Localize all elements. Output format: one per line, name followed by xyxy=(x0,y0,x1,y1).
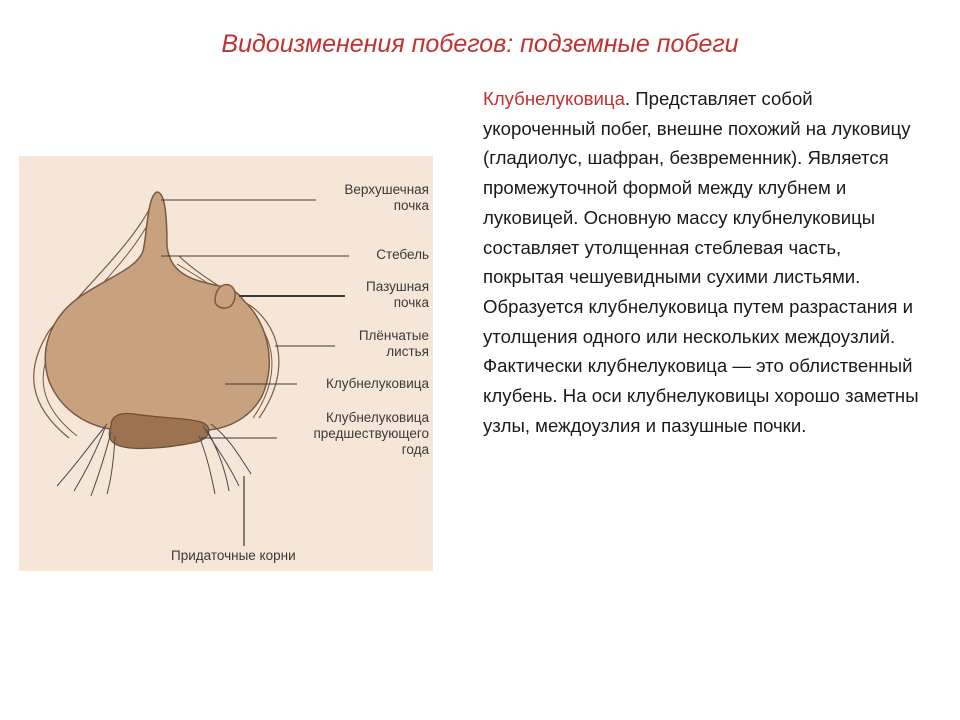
corm-illustration xyxy=(19,156,433,571)
label-adventitious-roots xyxy=(171,548,296,564)
corm-body xyxy=(45,192,269,430)
description-body: . Представляет собой укороченный побег, внешне похожий на луковицу (гладиолус, шафран, безвременник). Является промежуточной формой между клубнем и луковицей. Основную массу клубнелуковицы составляет утолщенная стеблевая часть, покрытая чешуевидными сухими листьями. Образуется клубнелуковица путем разрастания и утолщения одного или нескольких междоузлий. Фактически клубнелуковица — это облиственный клубень. На оси клубнелуковицы хорошо заметны узлы, междоузлия и пазушные почки. xyxy=(483,88,919,436)
slide-title: Видоизменения побегов: подземные побеги xyxy=(221,30,739,58)
label-previous-corm-line3: года xyxy=(401,442,429,457)
label-corm xyxy=(326,376,429,392)
label-stem xyxy=(376,247,429,263)
label-apical-bud-line2: почка xyxy=(393,198,429,213)
label-previous-corm-line1: Клубнелуковица xyxy=(325,410,429,425)
label-previous-corm xyxy=(313,410,429,458)
label-scale-leaves-line1: Плёнчатые xyxy=(358,328,429,343)
description-text xyxy=(483,84,923,440)
label-scale-leaves xyxy=(359,328,429,360)
label-axillary-bud-line2: почка xyxy=(393,295,429,310)
label-axillary-bud xyxy=(366,279,429,311)
label-stem-line1: Стебель xyxy=(376,247,429,262)
label-apical-bud xyxy=(344,182,429,214)
corm-diagram xyxy=(19,156,433,571)
label-adventitious-roots-line1: Придаточные корни xyxy=(171,548,296,563)
label-corm-line1: Клубнелуковица xyxy=(325,376,429,391)
label-previous-corm-line2: предшествующего xyxy=(313,426,429,441)
term-highlight: Клубнелуковица xyxy=(483,88,625,109)
label-scale-leaves-line2: листья xyxy=(386,344,429,359)
label-axillary-bud-line1: Пазушная xyxy=(366,279,429,294)
label-apical-bud-line1: Верхушечная xyxy=(344,182,429,197)
